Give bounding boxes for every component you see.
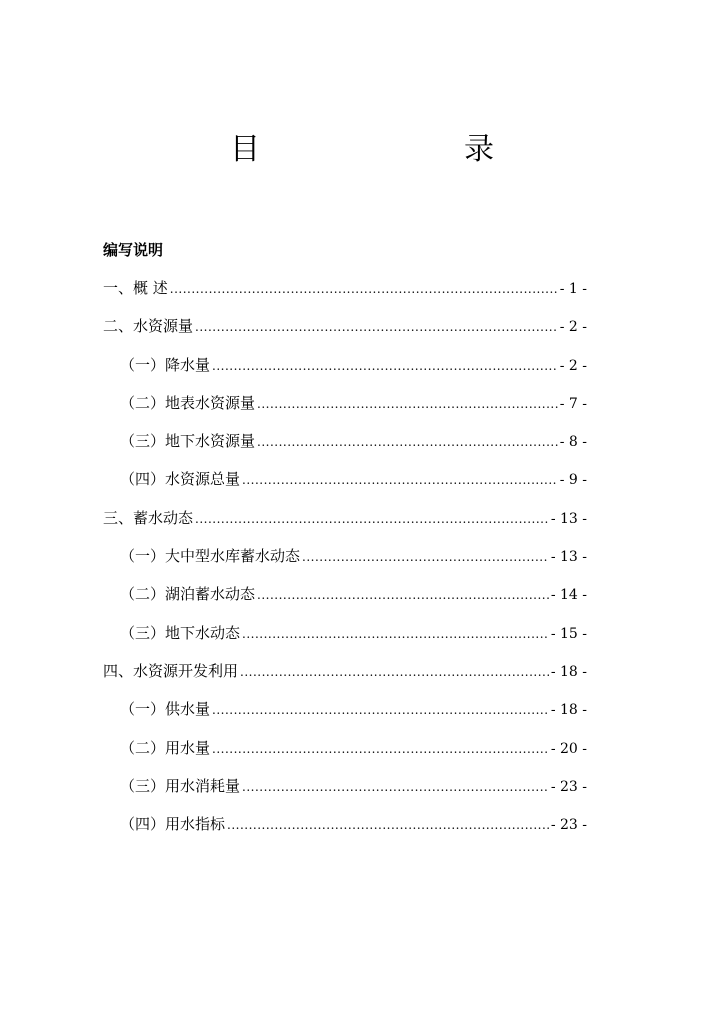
toc-entry[interactable] bbox=[103, 813, 587, 851]
toc-leader-dots bbox=[170, 278, 558, 300]
toc-entry-page: - 13 - bbox=[550, 510, 587, 527]
toc-entry-page: - 13 - bbox=[550, 549, 587, 566]
toc-entry-page: - 8 - bbox=[559, 434, 587, 451]
toc-entry[interactable] bbox=[103, 775, 587, 813]
toc-entry-label: （三）用水消耗量 bbox=[120, 776, 241, 795]
toc-entry-label: （四）水资源总量 bbox=[120, 470, 241, 489]
toc-leader-dots bbox=[257, 431, 558, 453]
toc-leader-dots bbox=[212, 699, 549, 721]
toc-entry[interactable] bbox=[103, 698, 587, 736]
toc-entry-page: - 14 - bbox=[550, 587, 587, 604]
toc-leader-dots bbox=[302, 546, 549, 568]
toc-leader-dots bbox=[257, 584, 549, 606]
toc-leader-dots bbox=[212, 738, 549, 760]
toc-entry-label: （二）地表水资源量 bbox=[120, 393, 256, 412]
page-title: 目 录 bbox=[230, 132, 542, 167]
toc-entry-page: - 23 - bbox=[550, 817, 587, 834]
toc-entry-label: （一）供水量 bbox=[120, 700, 211, 719]
toc-entry-label: 三、蓄水动态 bbox=[103, 508, 194, 527]
toc-entry-page: - 2 - bbox=[559, 357, 587, 374]
toc-entry-label: （四）用水指标 bbox=[120, 815, 226, 834]
toc-entry-page: - 18 - bbox=[550, 663, 587, 680]
toc-entry-page: - 7 - bbox=[559, 395, 587, 412]
toc-entry[interactable] bbox=[103, 507, 587, 545]
toc-entry[interactable] bbox=[103, 277, 587, 315]
toc-entry[interactable] bbox=[103, 315, 587, 353]
toc-entry[interactable] bbox=[103, 622, 587, 660]
toc-entry-label: （三）地下水资源量 bbox=[120, 432, 256, 451]
toc-entry-page: - 2 - bbox=[559, 319, 587, 336]
toc-entry-label: （二）湖泊蓄水动态 bbox=[120, 585, 256, 604]
toc-entry[interactable] bbox=[103, 545, 587, 583]
toc-leader-dots bbox=[242, 469, 558, 491]
toc-entry-page: - 9 - bbox=[559, 472, 587, 489]
toc-entry-label: 二、水资源量 bbox=[103, 317, 194, 336]
toc-leader-dots bbox=[212, 355, 558, 377]
toc-entry-label: （二）用水量 bbox=[120, 738, 211, 757]
toc-entry-label: （一）降水量 bbox=[120, 355, 211, 374]
toc-entry-page: - 18 - bbox=[550, 702, 587, 719]
toc-entry[interactable] bbox=[103, 392, 587, 430]
toc-leader-dots bbox=[195, 316, 558, 338]
toc-entry[interactable] bbox=[103, 354, 587, 392]
toc-leader-dots bbox=[240, 661, 549, 683]
toc-entry[interactable] bbox=[103, 468, 587, 506]
toc-leader-dots bbox=[242, 623, 549, 645]
toc-leader-dots bbox=[195, 508, 549, 530]
toc-entry[interactable] bbox=[103, 583, 587, 621]
toc-entry-label: 四、水资源开发利用 bbox=[103, 661, 239, 680]
toc-entry-page: - 23 - bbox=[550, 778, 587, 795]
toc-leader-dots bbox=[242, 776, 549, 798]
toc-leader-dots bbox=[227, 814, 549, 836]
toc-entry-page: - 15 - bbox=[550, 625, 587, 642]
table-of-contents bbox=[103, 277, 587, 851]
toc-entry[interactable] bbox=[103, 430, 587, 468]
toc-entry-page: - 1 - bbox=[559, 281, 587, 297]
toc-entry[interactable] bbox=[103, 737, 587, 775]
toc-entry-label: （三）地下水动态 bbox=[120, 623, 241, 642]
toc-entry-label: 一、概 述 bbox=[103, 279, 168, 297]
toc-entry[interactable] bbox=[103, 660, 587, 698]
toc-entry-page: - 20 - bbox=[550, 740, 587, 757]
toc-intro-heading[interactable]: 编写说明 bbox=[103, 241, 164, 259]
toc-entry-label: （一）大中型水库蓄水动态 bbox=[120, 547, 301, 566]
toc-leader-dots bbox=[257, 393, 558, 415]
